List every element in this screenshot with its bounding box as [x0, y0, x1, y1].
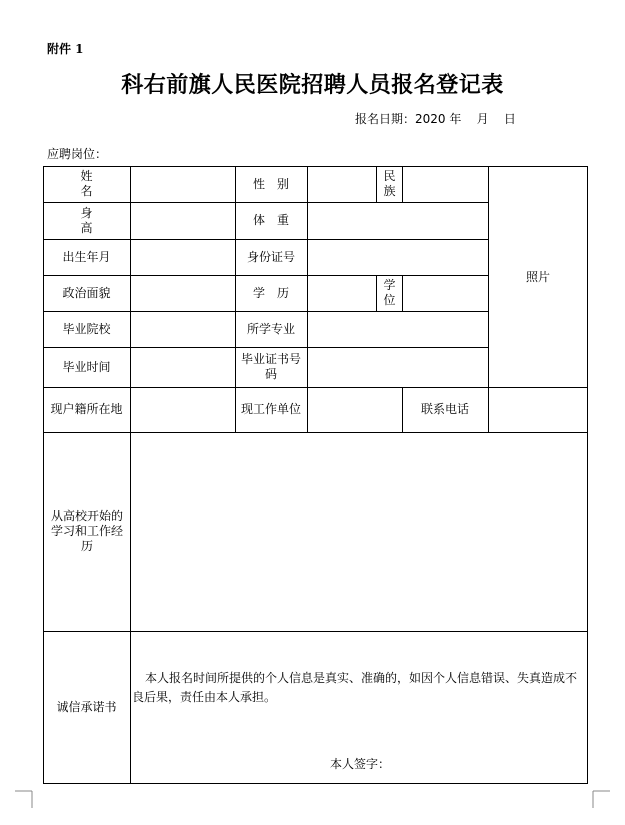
label-education: 学历 — [252, 285, 301, 300]
residence-field[interactable] — [131, 388, 235, 432]
id-number-field[interactable] — [308, 240, 488, 275]
attachment-number: 附件 1 — [47, 42, 84, 56]
school-field[interactable] — [131, 312, 235, 347]
pledge-text: 本人报名时间所提供的个人信息是真实、准确的，如因个人信息错误、失真造成不良后果，责任由本人承担。 — [132, 671, 578, 704]
label-height: 身高 — [80, 205, 115, 235]
label-id-number: 身份证号 — [246, 249, 295, 264]
weight-field[interactable] — [308, 203, 488, 239]
corner-mark-left — [15, 790, 33, 808]
label-cert-no: 毕业证书号码 — [240, 352, 301, 381]
major-field[interactable] — [308, 312, 488, 347]
corner-mark-right — [592, 790, 610, 808]
table-border-bottom — [43, 783, 588, 784]
label-degree: 学位 — [383, 278, 396, 307]
work-unit-field[interactable] — [308, 388, 402, 432]
name-field[interactable] — [131, 167, 235, 202]
registration-date: 报名日期：2020 年 月 日 — [355, 112, 516, 126]
col-divider — [376, 275, 377, 311]
history-field[interactable] — [131, 433, 587, 631]
label-residence: 现户籍所在地 — [50, 402, 123, 416]
cert-no-field[interactable] — [308, 348, 488, 387]
height-field[interactable] — [131, 203, 235, 239]
label-grad-time: 毕业时间 — [62, 359, 111, 374]
ethnicity-field[interactable] — [403, 167, 488, 202]
col-divider — [376, 166, 377, 202]
label-name: 姓名 — [80, 169, 115, 198]
label-gender: 性别 — [252, 176, 301, 191]
degree-field[interactable] — [403, 276, 488, 311]
education-field[interactable] — [308, 276, 376, 311]
signature-label: 本人签字： — [330, 757, 391, 771]
political-field[interactable] — [131, 276, 235, 311]
label-pledge: 诚信承诺书 — [56, 699, 117, 714]
photo-box[interactable]: 照片 — [525, 269, 550, 284]
label-weight: 体重 — [252, 213, 301, 227]
birth-field[interactable] — [131, 240, 235, 275]
position-label: 应聘岗位： — [47, 147, 108, 161]
grad-time-field[interactable] — [131, 348, 235, 387]
label-history: 从高校开始的学习和工作经历 — [50, 509, 123, 553]
label-birth: 出生年月 — [62, 249, 111, 264]
table-border-right — [587, 166, 588, 783]
form-title: 科右前旗人民医院招聘人员报名登记表 — [121, 72, 504, 98]
label-phone: 联系电话 — [420, 402, 469, 416]
label-school: 毕业院校 — [62, 321, 111, 336]
label-work-unit: 现工作单位 — [240, 402, 301, 416]
label-political: 政治面貌 — [62, 285, 111, 300]
phone-field[interactable] — [489, 388, 587, 432]
label-ethnicity: 民族 — [383, 169, 396, 198]
label-major: 所学专业 — [246, 321, 295, 336]
gender-field[interactable] — [308, 167, 376, 202]
